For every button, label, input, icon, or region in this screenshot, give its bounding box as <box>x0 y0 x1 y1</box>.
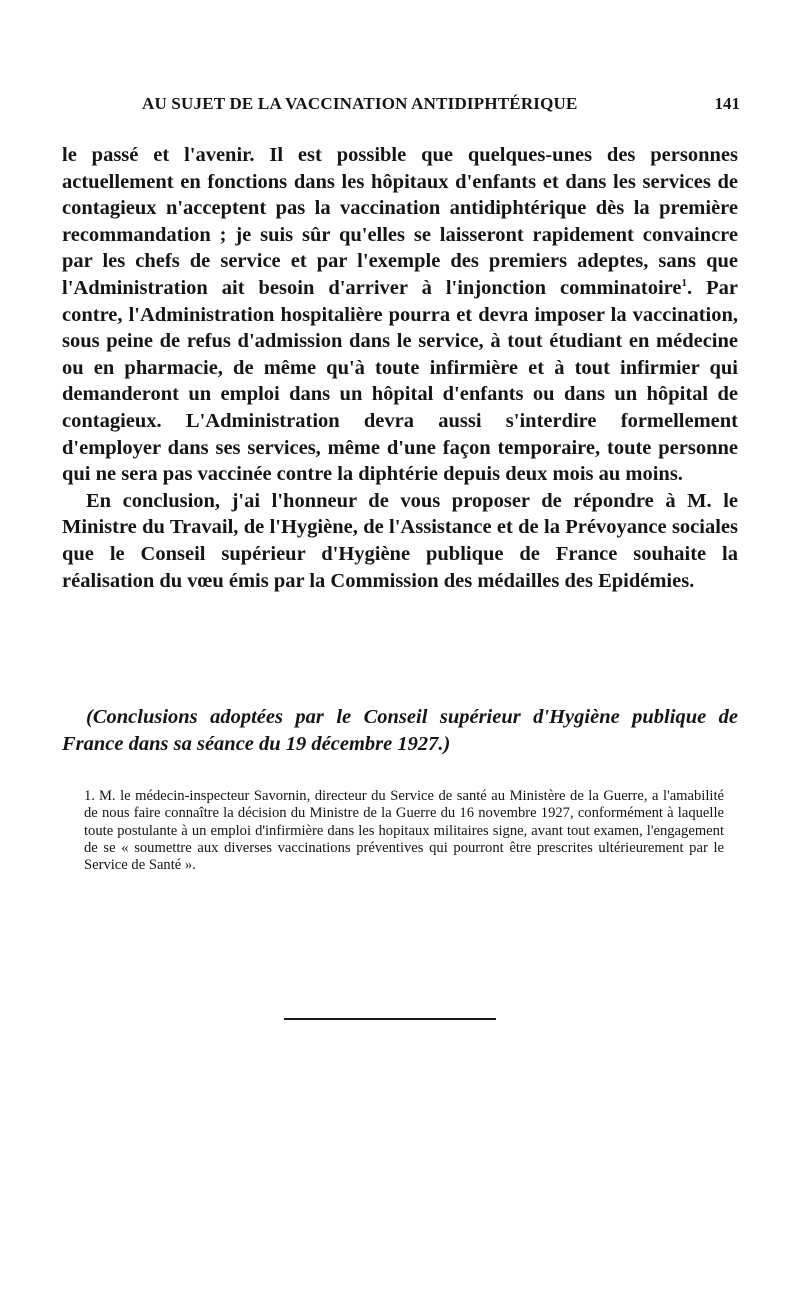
footnote-reference: 1 <box>681 277 688 290</box>
page-number: 141 <box>714 94 740 113</box>
paragraph-1-part-1: le passé et l'avenir. Il est possible que quelques-unes des personnes actuellement en fonctions dans les hôpitaux d'enfants et dans les services de contagieux n'acceptent pas la vaccination antidiphtérique dès la première recommandation ; je suis sûr qu'elles se laisseront rapidement convaincre par les chefs de service et par l'exemple des premiers adeptes, sans que l'Administration ait besoin d'arriver à l'injonction comminatoire <box>62 144 738 299</box>
running-header <box>62 94 740 118</box>
footnote-text: M. le médecin-inspecteur Savornin, directeur du Service de santé au Ministère de la Guerre, a l'amabilité de nous faire connaître la décision du Ministre de la Guerre du 16 novembre 1927, conformément à laquelle toute postulante à un emploi d'infirmière dans les hopitaux militaires signe, avant tout examen, l'engagement de se « soumettre aux diverses vaccinations préventives qui pourront être prescrites ultérieurement par le Service de Santé ». <box>84 788 724 874</box>
paragraph-2: En conclusion, j'ai l'honneur de vous proposer de répondre à M. le Ministre du Travail, de l'Hygiène, de l'Assistance et de la Prévoyance sociales que le Conseil supérieur d'Hygiène publique de France souhaite la réalisation du vœu émis par la Commission des médailles des Epidémies. <box>62 489 738 592</box>
paragraph-1 <box>62 142 738 488</box>
end-rule-divider <box>284 1018 496 1020</box>
footnote-marker: 1. <box>84 788 95 804</box>
body-text <box>62 142 738 594</box>
footnote <box>84 788 724 874</box>
running-title: AU SUJET DE LA VACCINATION ANTIDIPHTÉRIQUE <box>142 94 578 113</box>
paragraph-1-part-2: . Par contre, l'Administration hospitalière pourra et devra imposer la vaccination, sous peine de refus d'admission dans le service, à tout étudiant en médecine ou en pharmacie, de même qu'à toute infirmière et à tout infirmier qui demanderont un emploi dans un hôpital d'enfants ou dans un hôpital de contagieux. L'Administration devra aussi s'interdire formellement d'employer dans ses services, même d'une façon temporaire, toute personne qui ne sera pas vaccinée contre la diphtérie depuis deux mois au moins. <box>62 276 738 486</box>
conclusion-note: (Conclusions adoptées par le Conseil supérieur d'Hygiène publique de France dans sa séance du 19 décembre 1927.) <box>62 706 738 755</box>
